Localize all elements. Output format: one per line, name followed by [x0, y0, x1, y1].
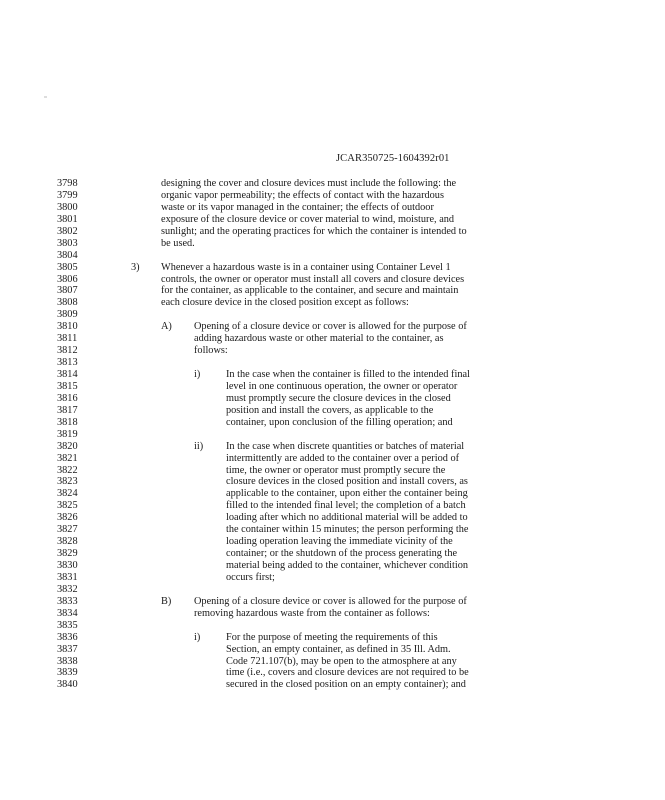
line-number: 3821	[57, 452, 78, 464]
line-text: intermittently are added to the container over a period of	[226, 452, 460, 464]
text-line	[0, 488, 665, 500]
text-line	[0, 202, 665, 214]
line-number: 3823	[57, 476, 78, 488]
text-line	[0, 453, 665, 465]
line-number: 3798	[57, 178, 78, 189]
line-number: 3818	[57, 416, 78, 428]
line-number: 3805	[57, 261, 78, 273]
line-text: material being added to the container, whichever condition	[226, 560, 469, 571]
line-text: In the case when discrete quantities or batches of material	[226, 440, 465, 452]
line-text: Opening of a closure device or cover is allowed for the purpose of	[194, 321, 467, 333]
section-label: i)	[194, 631, 201, 643]
text-line	[0, 524, 665, 536]
text-line	[0, 465, 665, 477]
line-number: 3804	[57, 249, 78, 261]
text-line	[0, 536, 665, 548]
text-line	[0, 226, 665, 238]
line-text: Code 721.107(b), may be open to the atmosphere at any	[226, 655, 457, 667]
scan-speck	[44, 96, 47, 98]
line-number: 3827	[57, 524, 78, 536]
text-line	[0, 262, 665, 274]
text-line	[0, 190, 665, 202]
text-line	[0, 476, 665, 488]
line-number: 3830	[57, 560, 78, 571]
line-text: adding hazardous waste or other material to the container, as	[194, 333, 444, 345]
line-number: 3812	[57, 345, 78, 357]
line-number: 3834	[57, 607, 78, 619]
line-text: sunlight; and the operating practices for which the container is intended to	[161, 225, 467, 237]
line-text: controls, the owner or operator must install all covers and closure devices	[161, 273, 465, 285]
document-id-header: JCAR350725-1604392r01	[336, 153, 450, 164]
line-number: 3810	[57, 321, 78, 333]
text-line	[0, 297, 665, 309]
line-text: designing the cover and closure devices must include the following: the	[161, 178, 457, 189]
text-line	[0, 393, 665, 405]
line-number: 3833	[57, 595, 78, 607]
text-line	[0, 285, 665, 297]
text-line	[0, 500, 665, 512]
line-text: filled to the intended final level; the completion of a batch	[226, 500, 466, 512]
line-number: 3809	[57, 309, 78, 321]
text-line	[0, 679, 665, 691]
text-line	[0, 560, 665, 572]
line-number: 3838	[57, 655, 78, 667]
line-number: 3815	[57, 380, 78, 392]
text-line	[0, 596, 665, 608]
line-text: In the case when the container is filled to the intended final	[226, 369, 470, 380]
text-line	[0, 620, 665, 632]
text-line	[0, 441, 665, 453]
numbered-text-body	[0, 178, 665, 691]
line-number: 3807	[57, 285, 78, 297]
text-line	[0, 333, 665, 345]
line-number: 3813	[57, 357, 78, 369]
text-line	[0, 667, 665, 679]
text-line	[0, 572, 665, 584]
text-line	[0, 250, 665, 262]
line-number: 3806	[57, 273, 78, 285]
line-number: 3801	[57, 213, 78, 225]
line-number: 3822	[57, 464, 78, 476]
text-line	[0, 238, 665, 250]
line-text: level in one continuous operation, the owner or operator	[226, 380, 458, 392]
text-line	[0, 656, 665, 668]
line-number: 3800	[57, 201, 78, 213]
text-line	[0, 417, 665, 429]
line-number: 3816	[57, 392, 78, 404]
line-text: each closure device in the closed position except as follows:	[161, 297, 409, 309]
text-line	[0, 381, 665, 393]
text-line	[0, 608, 665, 620]
line-text: must promptly secure the closure devices in the closed	[226, 392, 451, 404]
text-line	[0, 178, 665, 190]
section-label: 3)	[131, 261, 140, 273]
line-text: waste or its vapor managed in the container; the effects of outdoor	[161, 201, 434, 213]
line-text: follows:	[194, 345, 228, 357]
text-line	[0, 274, 665, 286]
line-text: loading after which no additional material will be added to	[226, 512, 468, 524]
line-number: 3831	[57, 571, 78, 583]
text-line	[0, 512, 665, 524]
line-number: 3825	[57, 500, 78, 512]
line-text: Opening of a closure device or cover is allowed for the purpose of	[194, 595, 467, 607]
line-text: organic vapor permeability; the effects of contact with the hazardous	[161, 189, 444, 201]
line-text: removing hazardous waste from the container as follows:	[194, 607, 430, 619]
line-text: closure devices in the closed position and install covers, as	[226, 476, 468, 488]
line-text: Section, an empty container, as defined in 35 Ill. Adm.	[226, 643, 451, 655]
line-text: for the container, as applicable to the container, and secure and maintain	[161, 285, 459, 297]
text-line	[0, 321, 665, 333]
text-line	[0, 429, 665, 441]
text-line	[0, 369, 665, 381]
line-number: 3799	[57, 189, 78, 201]
section-label: ii)	[194, 440, 204, 452]
line-number: 3832	[57, 583, 78, 595]
line-text: time, the owner or operator must promptly secure the	[226, 464, 446, 476]
line-text: time (i.e., covers and closure devices are not required to be	[226, 667, 469, 679]
line-text: be used.	[161, 237, 195, 249]
text-line	[0, 309, 665, 321]
text-line	[0, 357, 665, 369]
line-number: 3829	[57, 548, 78, 560]
section-label: i)	[194, 369, 201, 380]
line-text: exposure of the closure device or cover material to wind, moisture, and	[161, 213, 455, 225]
line-text: container; or the shutdown of the process generating the	[226, 548, 458, 560]
text-line	[0, 214, 665, 226]
section-label: B)	[161, 595, 172, 607]
line-number: 3836	[57, 631, 78, 643]
text-line	[0, 644, 665, 656]
line-text: the container within 15 minutes; the person performing the	[226, 524, 469, 536]
line-number: 3803	[57, 237, 78, 249]
section-label: A)	[161, 321, 172, 333]
line-number: 3828	[57, 536, 78, 548]
line-text: occurs first;	[226, 571, 275, 583]
text-line	[0, 405, 665, 417]
line-text: position and install the covers, as applicable to the	[226, 404, 434, 416]
line-number: 3824	[57, 488, 78, 500]
line-text: container, upon conclusion of the filling operation; and	[226, 416, 453, 428]
line-number: 3837	[57, 643, 78, 655]
text-line	[0, 345, 665, 357]
line-text: applicable to the container, upon either the container being	[226, 488, 468, 500]
line-number: 3814	[57, 369, 78, 380]
line-text: loading operation leaving the immediate vicinity of the	[226, 536, 453, 548]
text-line	[0, 548, 665, 560]
line-number: 3826	[57, 512, 78, 524]
line-text: Whenever a hazardous waste is in a container using Container Level 1	[161, 261, 451, 273]
line-text: For the purpose of meeting the requirements of this	[226, 631, 438, 643]
line-number: 3820	[57, 440, 78, 452]
line-number: 3817	[57, 404, 78, 416]
line-number: 3811	[57, 333, 78, 345]
text-line	[0, 584, 665, 596]
line-text: secured in the closed position on an empty container); and	[226, 679, 466, 691]
line-number: 3808	[57, 297, 78, 309]
text-line	[0, 632, 665, 644]
line-number: 3839	[57, 667, 78, 679]
line-number: 3802	[57, 225, 78, 237]
line-number: 3840	[57, 679, 78, 691]
line-number: 3819	[57, 428, 78, 440]
line-number: 3835	[57, 619, 78, 631]
